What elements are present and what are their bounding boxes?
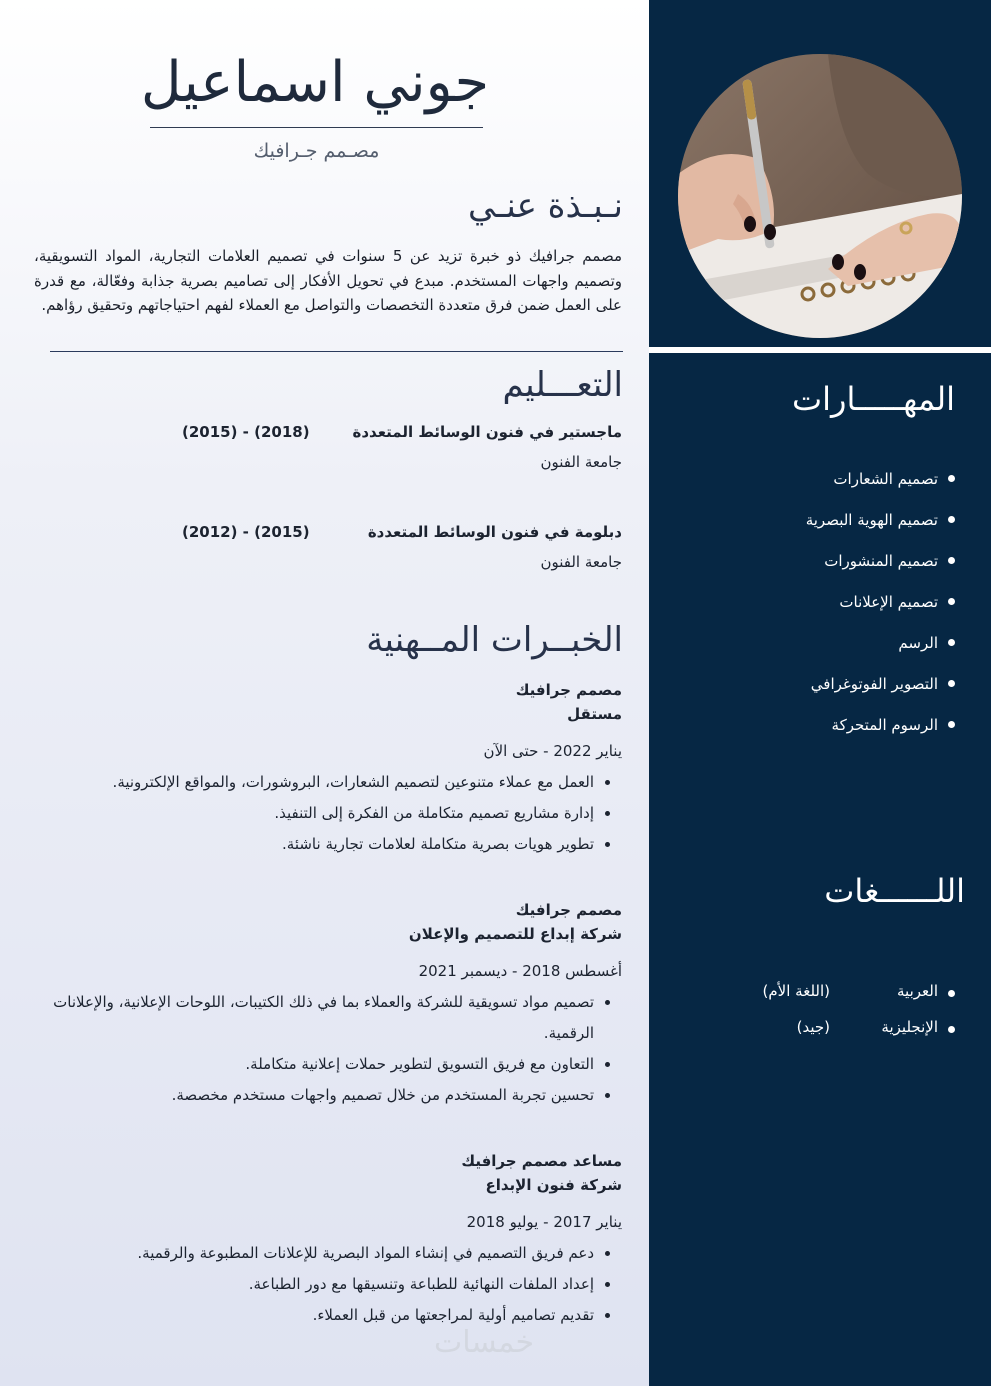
language-level: (اللغة الأم)	[762, 982, 830, 1000]
profile-photo	[678, 54, 962, 338]
job-bullet: • تطوير هويات بصرية متكاملة لعلامات تجارية ناشئة.	[32, 829, 594, 860]
job-entry-company: مستقل	[567, 705, 622, 723]
job-entry-company: شركة إبداع للتصميم والإعلان	[408, 925, 622, 943]
job-entry-title: مصمم جرافيك	[515, 681, 622, 699]
school: جامعة الفنون	[540, 453, 622, 471]
job-entry-company: شركة فنون الإبداع	[485, 1176, 622, 1194]
education-item	[182, 523, 622, 583]
watermark: خمسات	[434, 1325, 535, 1360]
job-bullet: • تصميم مواد تسويقية للشركة والعملاء بما في ذلك الكتيبات، اللوحات الإعلانية، والإعلانات الرقمية.	[32, 987, 594, 1049]
about-text: مصمم جرافيك ذو خبرة تزيد عن 5 سنوات في تصميم العلامات التجارية، المواد التسويقية، وتصميم واجهات المستخدم. مبدع في تحويل الأفكار إلى تصاميم بصرية جذابة وفعّالة، مع قدرة على العمل ضمن فرق متعددة التخصصات والتواصل مع العملاء لفهم احتياجاتهم وتحقيق رؤاهم.	[34, 247, 622, 314]
job-bullets	[32, 1238, 622, 1331]
education-heading: التعـــليم	[502, 365, 623, 405]
section-divider	[50, 351, 623, 352]
degree-years: (2012) - (2015)	[182, 523, 310, 541]
degree: ماجستير في فنون الوسائط المتعددة	[352, 423, 622, 441]
job-bullets	[32, 987, 622, 1111]
language-level: (جيد)	[796, 1018, 830, 1036]
job-entry	[32, 898, 622, 1111]
candidate-name: جوني اسماعيل	[140, 50, 490, 115]
job-bullet: • العمل مع عملاء متنوعين لتصميم الشعارات، البروشورات، والمواقع الإلكترونية.	[32, 767, 594, 798]
job-entry-title: مساعد مصمم جرافيك	[461, 1152, 622, 1170]
job-entry	[32, 678, 622, 860]
skill-item: تصميم المنشورات	[695, 547, 955, 588]
skills-heading: المهـــــارات	[792, 380, 955, 418]
job-bullet: • إدارة مشاريع تصميم متكاملة من الفكرة إلى التنفيذ.	[32, 798, 594, 829]
job-entry-period: يناير 2022 - حتى الآن	[483, 742, 622, 760]
job-bullet: • التعاون مع فريق التسويق لتطوير حملات إعلانية متكاملة.	[32, 1049, 594, 1080]
school: جامعة الفنون	[540, 553, 622, 571]
language-item	[735, 982, 955, 1010]
language-name: العربية	[897, 982, 938, 1000]
job-entry-period: أغسطس 2018 - ديسمبر 2021	[418, 962, 622, 980]
about-heading: نـبـذة عنـي	[468, 186, 623, 226]
languages-heading: اللــــــغات	[824, 872, 965, 910]
degree: دبلومة في فنون الوسائط المتعددة	[367, 523, 622, 541]
job-entry-title: مصمم جرافيك	[515, 901, 622, 919]
skill-item: تصميم الإعلانات	[695, 588, 955, 629]
sidebar-divider	[649, 347, 991, 353]
job-entry-period: يناير 2017 - يوليو 2018	[466, 1213, 622, 1231]
education-item	[182, 423, 622, 483]
job-bullet: • تحسين تجربة المستخدم من خلال تصميم واجهات مستخدم مخصصة.	[32, 1080, 594, 1111]
skill-item: الرسوم المتحركة	[695, 711, 955, 752]
skills-list	[695, 465, 955, 752]
job-bullet: • تقديم تصاميم أولية لمراجعتها من قبل العملاء.	[32, 1300, 594, 1331]
job-bullet: • دعم فريق التصميم في إنشاء المواد البصرية للإعلانات المطبوعة والرقمية.	[32, 1238, 594, 1269]
name-underline	[150, 127, 483, 128]
degree-years: (2015) - (2018)	[182, 423, 310, 441]
skill-item: تصميم الشعارات	[695, 465, 955, 506]
writing-hand-illustration	[678, 54, 962, 338]
job-entry	[32, 1149, 622, 1331]
experience-heading: الخبــرات المــهنية	[366, 620, 623, 660]
skill-item: الرسم	[695, 629, 955, 670]
job-bullet: • إعداد الملفات النهائية للطباعة وتنسيقها مع دور الطباعة.	[32, 1269, 594, 1300]
job-bullets	[32, 767, 622, 860]
job-title: مصـمم جـرافيك	[253, 140, 380, 162]
language-item	[735, 1018, 955, 1046]
skill-item: تصميم الهوية البصرية	[695, 506, 955, 547]
skill-item: التصوير الفوتوغرافي	[695, 670, 955, 711]
language-name: الإنجليزية	[881, 1018, 938, 1036]
